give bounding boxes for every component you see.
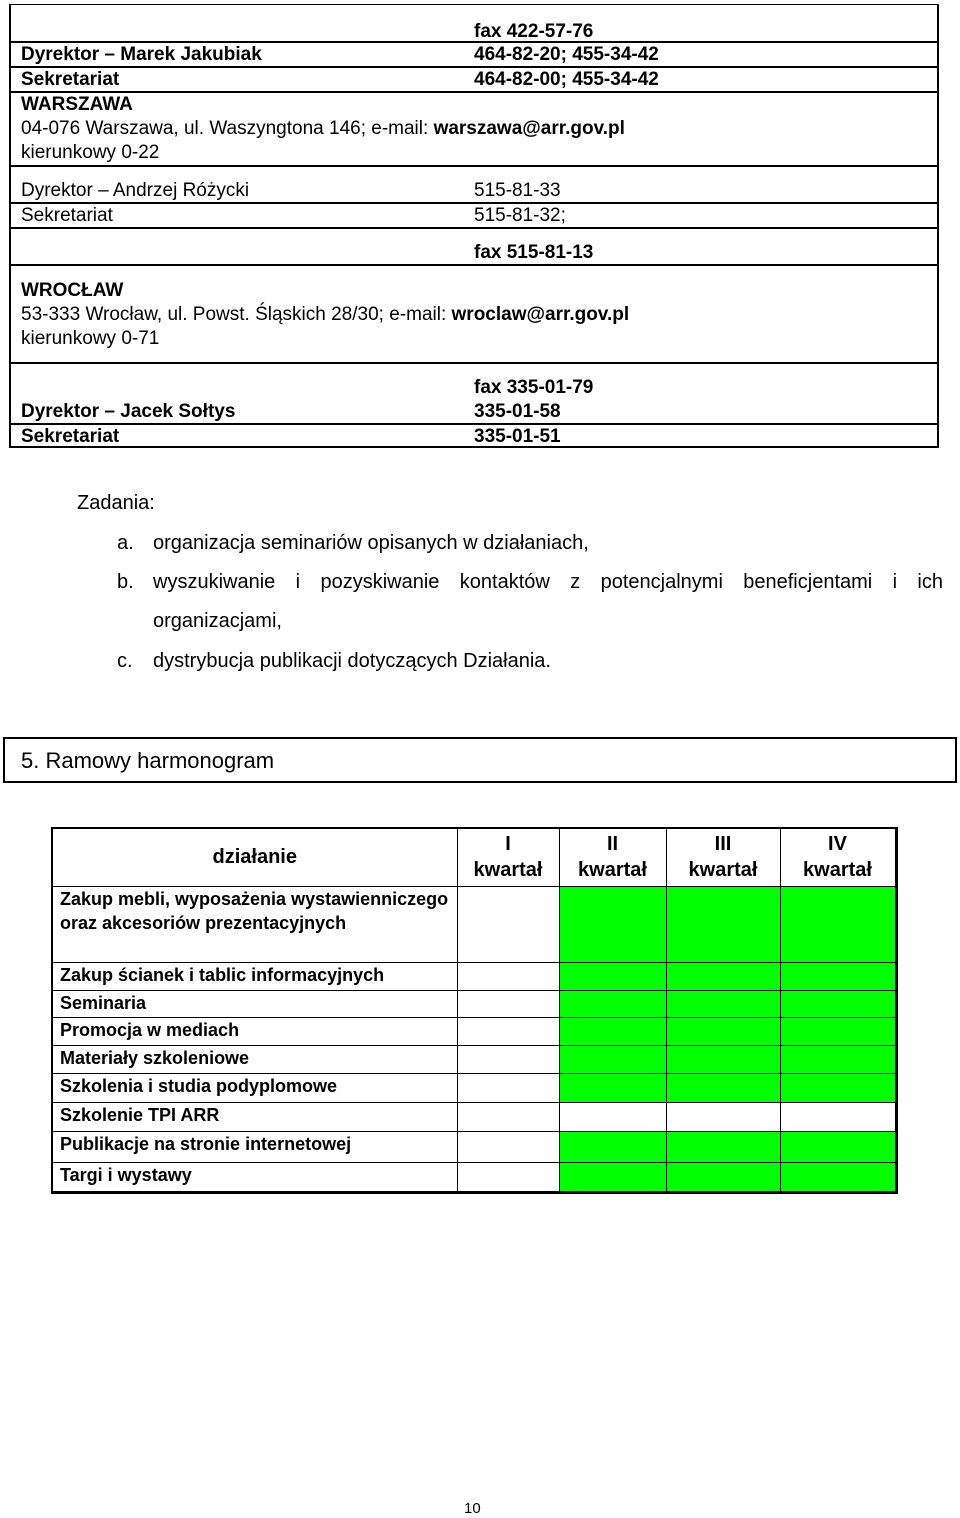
q3-cell [666, 990, 780, 1017]
divider [11, 264, 937, 266]
q4-cell [780, 1162, 896, 1192]
secretariat-label: Sekretariat [21, 69, 120, 90]
q1-cell [457, 1162, 559, 1192]
q2-cell [559, 990, 666, 1017]
schedule-table [51, 827, 898, 1194]
header-q3-num: III [714, 833, 732, 856]
q4-cell [780, 1017, 896, 1045]
q1-cell [457, 886, 559, 962]
warszawa-director-phone: 515-81-33 [474, 180, 561, 201]
q4-cell [780, 1045, 896, 1073]
table-row [52, 886, 896, 962]
task-letter: b. [117, 571, 134, 593]
wroclaw-secretariat-phone: 335-01-51 [474, 426, 561, 447]
header-q2-label: kwartał [578, 859, 647, 882]
header-q4-label: kwartał [803, 859, 872, 882]
header-q1 [457, 828, 559, 886]
activity-cell: Promocja w mediach [52, 1017, 457, 1045]
table-row [52, 1045, 896, 1073]
header-q3-label: kwartał [688, 859, 758, 882]
director-phone: 464-82-20; 455-34-42 [474, 44, 659, 65]
secretariat-phone: 464-82-00; 455-34-42 [474, 69, 659, 90]
q2-cell [559, 1131, 666, 1162]
q1-cell [457, 1045, 559, 1073]
q3-cell [666, 1131, 780, 1162]
divider [11, 165, 937, 167]
table-row [52, 1162, 896, 1192]
q3-cell [666, 962, 780, 990]
top-fax: fax 422-57-76 [474, 21, 594, 42]
activity-cell: Publikacje na stronie internetowej [52, 1131, 457, 1162]
q1-cell [457, 990, 559, 1017]
q2-cell [559, 886, 666, 962]
table-row [52, 990, 896, 1017]
activity-cell: Materiały szkoleniowe [52, 1045, 457, 1073]
header-q1-num: I [505, 833, 511, 856]
q2-cell [559, 1045, 666, 1073]
tasks-title: Zadania: [77, 492, 155, 514]
wroclaw-area-code: kierunkowy 0-71 [21, 328, 160, 349]
wroclaw-director-phone: 335-01-58 [474, 401, 561, 422]
director-label: Dyrektor – Marek Jakubiak [21, 44, 262, 65]
divider [11, 91, 937, 93]
table-row [52, 1017, 896, 1045]
warszawa-address [21, 117, 625, 141]
warszawa-fax: fax 515-81-13 [474, 242, 594, 263]
warszawa-email-link[interactable]: warszawa@arr.gov.pl [433, 118, 625, 139]
activity-cell: Zakup mebli, wyposażenia wystawienniczego oraz akcesoriów prezentacyjnych [52, 886, 457, 962]
task-item: organizacja seminariów opisanych w działaniach, [153, 532, 589, 554]
wroclaw-fax: fax 335-01-79 [474, 377, 594, 398]
q4-cell [780, 962, 896, 990]
header-q4-num: IV [828, 833, 847, 856]
divider [11, 362, 937, 364]
section-title: 5. Ramowy harmonogram [21, 748, 275, 773]
q2-cell [559, 962, 666, 990]
table-row [52, 1073, 896, 1102]
task-letter: c. [117, 650, 133, 672]
section-heading-box [3, 737, 957, 783]
wroclaw-address-text: 53-333 Wrocław, ul. Powst. Śląskich 28/30; e-mail: [21, 304, 452, 325]
task-letter: a. [117, 532, 134, 554]
task-item-continued: organizacjami, [153, 610, 282, 632]
contact-table [9, 4, 939, 448]
q3-cell [666, 886, 780, 962]
wroclaw-director-label: Dyrektor – Jacek Sołtys [21, 401, 236, 422]
table-row [52, 962, 896, 990]
q1-cell [457, 1073, 559, 1102]
q3-cell [666, 1017, 780, 1045]
wroclaw-secretariat-label: Sekretariat [21, 426, 120, 447]
table-header-row [52, 828, 896, 886]
q2-cell [559, 1073, 666, 1102]
header-q2-num: II [606, 833, 619, 856]
q4-cell [780, 1131, 896, 1162]
wroclaw-email-link[interactable]: wroclaw@arr.gov.pl [451, 304, 630, 325]
wroclaw-address [21, 303, 629, 327]
activity-cell: Targi i wystawy [52, 1162, 457, 1192]
q4-cell [780, 886, 896, 962]
q3-cell [666, 1162, 780, 1192]
q1-cell [457, 962, 559, 990]
activity-cell: Seminaria [52, 990, 457, 1017]
q2-cell [559, 1162, 666, 1192]
warszawa-area-code: kierunkowy 0-22 [21, 142, 160, 163]
q3-cell [666, 1073, 780, 1102]
q4-cell [780, 1073, 896, 1102]
header-q3 [666, 828, 780, 886]
header-activity: działanie [52, 828, 457, 886]
q2-cell [559, 1017, 666, 1045]
warszawa-director-label: Dyrektor – Andrzej Różycki [21, 180, 250, 201]
table-row [52, 1102, 896, 1131]
divider [11, 227, 937, 229]
wroclaw-city: WROCŁAW [21, 280, 124, 301]
table-row [52, 1131, 896, 1162]
q1-cell [457, 1017, 559, 1045]
activity-cell: Zakup ścianek i tablic informacyjnych [52, 962, 457, 990]
task-item: wyszukiwanie i pozyskiwanie kontaktów z potencjalnymi beneficjentami i ich [153, 571, 943, 593]
warszawa-secretariat-phone: 515-81-32; [474, 205, 566, 226]
task-item: dystrybucja publikacji dotyczących Działania. [153, 650, 551, 672]
q1-cell [457, 1131, 559, 1162]
warszawa-city: WARSZAWA [21, 94, 133, 115]
warszawa-secretariat-label: Sekretariat [21, 205, 113, 226]
warszawa-address-text: 04-076 Warszawa, ul. Waszyngtona 146; e-mail: [21, 118, 434, 139]
q2-cell [559, 1102, 666, 1131]
header-q4 [780, 828, 896, 886]
activity-cell: Szkolenie TPI ARR [52, 1102, 457, 1131]
q3-cell [666, 1102, 780, 1131]
page-number: 10 [464, 1500, 481, 1517]
q4-cell [780, 1102, 896, 1131]
header-q2 [559, 828, 666, 886]
q3-cell [666, 1045, 780, 1073]
header-q1-label: kwartał [473, 859, 543, 882]
activity-cell: Szkolenia i studia podyplomowe [52, 1073, 457, 1102]
q4-cell [780, 990, 896, 1017]
q1-cell [457, 1102, 559, 1131]
